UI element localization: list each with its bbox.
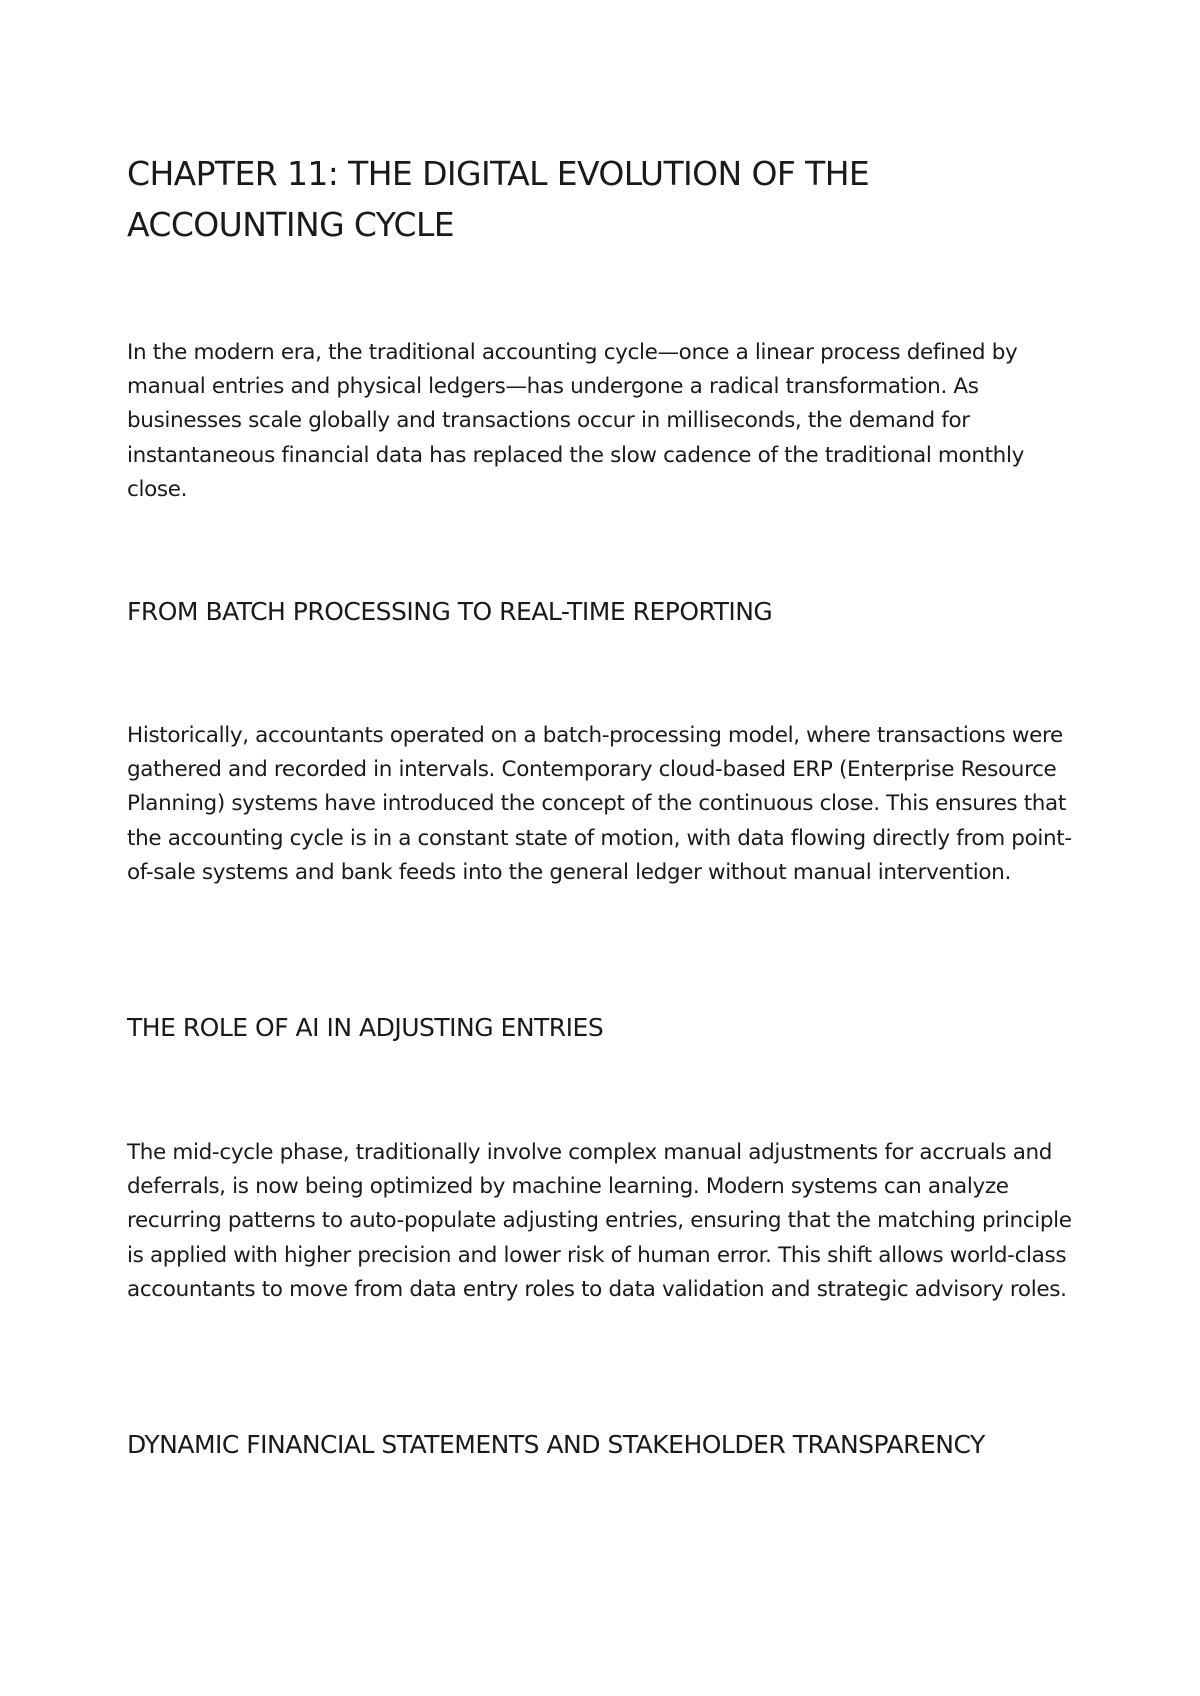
chapter-title: CHAPTER 11: THE DIGITAL EVOLUTION OF THE ACCOUNTING CYCLE [127, 154, 870, 244]
section-heading-ai-adjusting-entries: THE ROLE OF AI IN ADJUSTING ENTRIES [127, 1013, 604, 1042]
section-paragraph-ai-adjusting-entries: The mid-cycle phase, traditionally involve complex manual adjustments for accruals and deferrals, is now being optimized by machine learning. Modern systems can analyze recurring patterns to auto-populate adjusting entries, ensuring that the matching principle is applied with higher precision and lower risk of human error. This shift allows world-class accountants to move from data entry roles to data validation and strategic advisory roles. [127, 1140, 1072, 1302]
section-heading-batch-processing: FROM BATCH PROCESSING TO REAL-TIME REPORTING [127, 597, 773, 626]
intro-paragraph: In the modern era, the traditional accounting cycle—once a linear process defined by manual entries and physical ledgers—has undergone a radical transformation. As businesses scale globally and transactions occur in milliseconds, the demand for instantaneous financial data has replaced the slow cadence of the traditional monthly close. [127, 340, 1024, 502]
section-heading-dynamic-statements: DYNAMIC FINANCIAL STATEMENTS AND STAKEHOLDER TRANSPARENCY [127, 1430, 985, 1459]
section-paragraph-batch-processing: Historically, accountants operated on a batch-processing model, where transactions were gathered and recorded in intervals. Contemporary cloud-based ERP (Enterprise Resource Planning) systems have introduced the concept of the continuous close. This ensures that the accounting cycle is in a constant state of motion, with data flowing directly from point-of-sale systems and bank feeds into the general ledger without manual intervention. [127, 723, 1072, 885]
